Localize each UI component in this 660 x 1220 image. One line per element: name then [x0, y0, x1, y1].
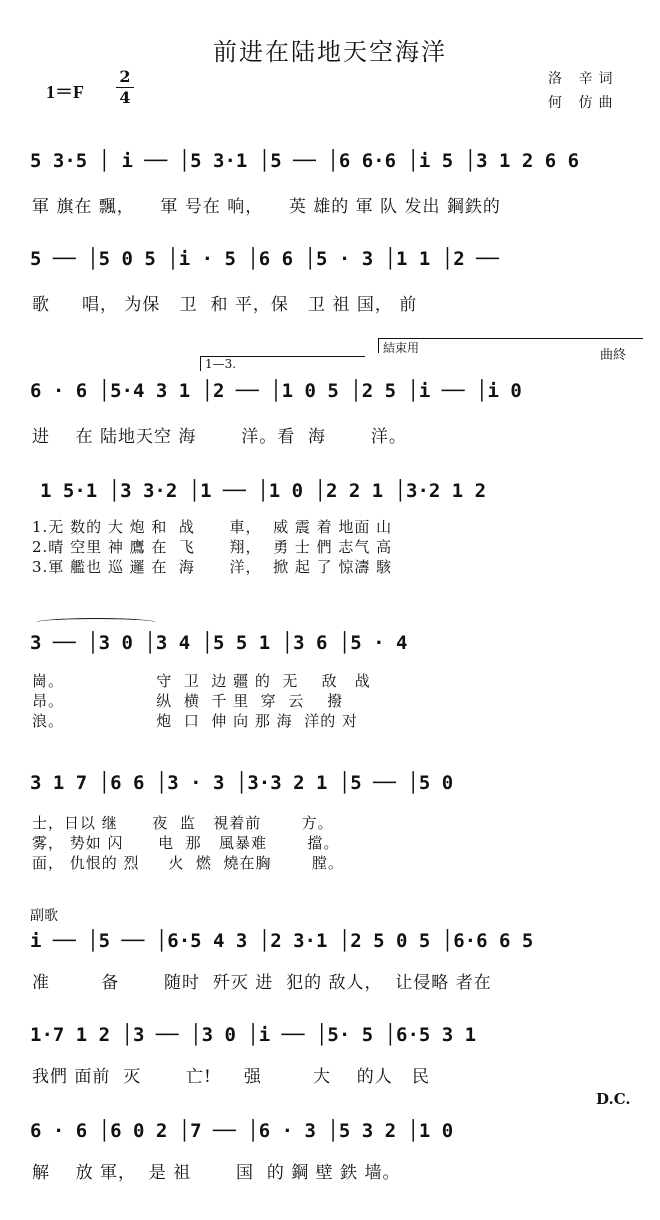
lyrics-verse-2: 雾， 势如 闪 电 那 風暴难 擋。: [32, 834, 340, 852]
lyrics-verse-2: 昂。 纵 横 千 里 穿 云 撥: [32, 692, 344, 710]
notes-row: 5 3·5 │ i ── │5 3·1 │5 ── │6 6·6 │i 5 │3 1 2 6 6: [30, 150, 580, 172]
dc-mark: D.C.: [596, 1090, 631, 1108]
notes-row: 3 ── │3 0 │3 4 │5 5 1 │3 6 │5 · 4: [30, 632, 408, 654]
notes-row: 6 · 6 │5·4 3 1 │2 ── │1 0 5 │2 5 │i ── │i 0: [30, 380, 522, 402]
lyrics-verse-1: 崗。 守 卫 边 疆 的 无 敌 战: [32, 672, 371, 690]
lyricist-credit: 洛 辛词: [548, 71, 619, 87]
lyrics-line: 軍 旗在 飄， 軍 号在 响， 英 雄的 軍 队 发出 鋼鉄的: [32, 197, 501, 217]
notes-row: 3 1 7 │6 6 │3 · 3 │3·3 2 1 │5 ── │5 0: [30, 772, 454, 794]
ending-bracket: 結束用: [378, 338, 643, 353]
notes-row: 1 5·1 │3 3·2 │1 ── │1 0 │2 2 1 │3·2 1 2: [40, 480, 487, 502]
lyrics-line: 进 在 陆地天空 海 洋。看 海 洋。: [32, 427, 407, 447]
lyrics-verse-3: 面， 仇恨的 烈 火 燃 燒在胸 膛。: [32, 854, 344, 872]
key-signature: 1＝F: [46, 82, 84, 102]
tie-mark: [36, 618, 156, 627]
page-title: 前进在陆地天空海洋: [213, 38, 447, 66]
chorus-label: 副歌: [30, 908, 58, 924]
lyrics-verse-3: 3.軍 艦也 巡 邏 在 海 洋， 掀 起 了 惊濤 駭: [32, 558, 393, 576]
notes-row: 6 · 6 │6 0 2 │7 ── │6 · 3 │5 3 2 │1 0: [30, 1120, 454, 1142]
lyrics-verse-1: 1.无 数的 大 炮 和 战 車， 威 震 着 地面 山: [32, 518, 393, 536]
fine-mark: 曲終: [600, 348, 627, 363]
notes-row: 5 ── │5 0 5 │i · 5 │6 6 │5 · 3 │1 1 │2 ──: [30, 248, 499, 270]
lyrics-verse-2: 2.晴 空里 神 鷹 在 飞 翔， 勇 士 們 志气 高: [32, 538, 393, 556]
notes-row: i ── │5 ── │6·5 4 3 │2 3·1 │2 5 0 5 │6·6 6 5: [30, 930, 534, 952]
lyrics-line: 歌 唱， 为保 卫 和 平，保 卫 祖 国， 前: [32, 295, 418, 315]
meter-top: 2: [119, 67, 131, 86]
composer-credit: 何 仿曲: [548, 95, 619, 111]
meter-bottom: 4: [119, 88, 131, 107]
lyrics-line: 我們 面前 灭 亡! 强 大 的人 民: [32, 1067, 430, 1087]
lyrics-line: 解 放 軍， 是 祖 国 的 鋼 壁 鉄 墙。: [32, 1163, 401, 1183]
time-signature: [116, 68, 134, 107]
lyrics-verse-1: 士，日以 继 夜 监 視着前 方。: [32, 814, 334, 832]
lyrics-verse-3: 浪。 炮 口 伸 向 那 海 洋的 对: [32, 712, 358, 730]
notes-row: 1·7 1 2 │3 ── │3 0 │i ── │5· 5 │6·5 3 1: [30, 1024, 477, 1046]
volta-bracket: 1—3.: [200, 356, 365, 371]
lyrics-line: 准 备 随时 歼灭 进 犯的 敌人， 让侵略 者在: [32, 973, 492, 993]
